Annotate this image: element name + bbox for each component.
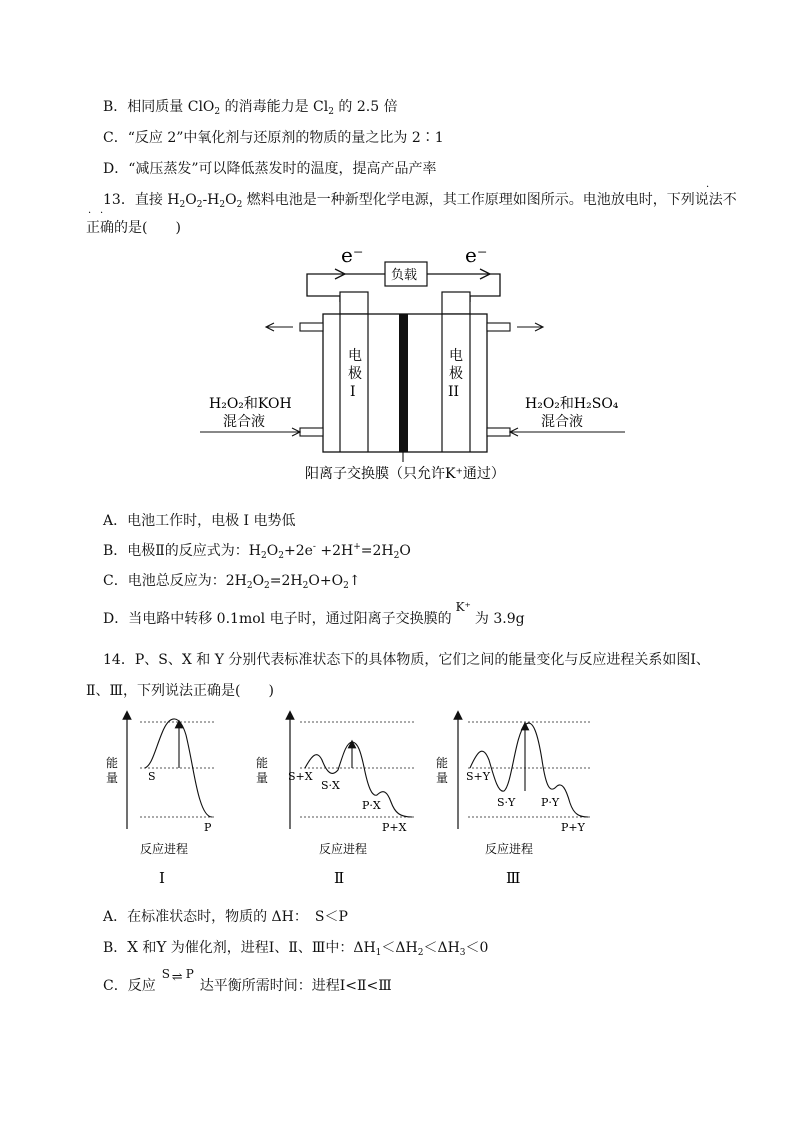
q14-option-b: B．X 和Y 为催化剂，进程Ⅰ、Ⅱ、Ⅲ中：$\Delta H_1<\Delta H_2<\Delta H_3<0$ — [103, 938, 489, 958]
q14-option-a: A．在标准状态时，物质的 ΔH： S＜P — [103, 909, 348, 925]
electrode1-label: 电 — [348, 348, 362, 364]
q12-option-d: D．“减压蒸发”可以降低蒸发时的温度，提高产品产率 — [103, 161, 437, 177]
svg-text:P+Y: P+Y — [561, 821, 585, 834]
svg-text:反应进程: 反应进程 — [319, 842, 368, 856]
membrane-caption: 阳离子交换膜（只允许K⁺通过） — [305, 466, 505, 482]
q13-option-b: B．电极Ⅱ的反应式为：$H_2O_2+2e^- +2H^+=2H_2O$ — [103, 542, 411, 561]
svg-text:量: 量 — [106, 771, 119, 785]
emphasis-dot: · — [100, 208, 104, 219]
svg-text:S+X: S+X — [288, 770, 313, 783]
right-feed-label: H₂O₂和H₂SO₄ — [525, 396, 619, 412]
inlet-left — [300, 428, 323, 436]
emphasis-dot: · — [706, 182, 710, 193]
svg-text:P·Y: P·Y — [541, 796, 560, 809]
energy-profile-diagrams — [100, 705, 620, 890]
q14-stem-line2: Ⅱ、Ⅲ，下列说法正确是( ) — [86, 683, 274, 699]
q13-option-c: C．电池总反应为：$2H_2O_2=2H_2O+O_2↑$ — [103, 573, 361, 591]
q14-option-c: C．反应 S ⇌ P 达平衡所需时间：进程Ⅰ<Ⅱ<Ⅲ — [103, 967, 392, 994]
svg-text:能: 能 — [436, 756, 449, 770]
emphasis-dot: · — [88, 208, 92, 219]
load-label: 负载 — [391, 268, 418, 283]
svg-text:P+X: P+X — [382, 821, 407, 834]
q13-option-d: D．当电路中转移 0.1mol 电子时，通过阳离子交换膜的K⁺为 3.9g — [103, 600, 525, 627]
svg-text:极: 极 — [348, 366, 362, 382]
svg-text:S·Y: S·Y — [497, 796, 516, 809]
electrode2-tab — [442, 292, 470, 314]
svg-text:S+Y: S+Y — [466, 770, 491, 783]
svg-text:极: 极 — [449, 366, 463, 382]
q12-option-c: C．“反应 2”中氧化剂与还原剂的物质的量之比为 2∶1 — [103, 130, 444, 146]
svg-text:能: 能 — [106, 756, 119, 770]
panel-3 — [436, 715, 590, 887]
q14-stem: 14．P、S、X 和 Y 分别代表标准状态下的具体物质，它们之间的能量变化与反应进程关系如图Ⅰ、 — [103, 652, 710, 668]
svg-text:混合液: 混合液 — [541, 414, 583, 430]
left-feed-label: H₂O₂和KOH — [209, 396, 292, 412]
outlet-right — [487, 323, 510, 331]
svg-text:量: 量 — [436, 771, 449, 785]
svg-text:II: II — [448, 384, 460, 400]
panel-numeral-2: Ⅱ — [334, 869, 345, 887]
electron-label-right: e⁻ — [465, 243, 488, 267]
label-P: P — [204, 821, 212, 834]
q12-option-b: B．相同质量 ClO$_2$ 的消毒能力是 $Cl_2$ 的 2.5 倍 — [103, 99, 398, 117]
panel-1 — [106, 715, 215, 887]
outlet-left — [300, 323, 323, 331]
electrode1-tab — [340, 292, 368, 314]
label-S: S — [148, 770, 156, 783]
svg-text:混合液: 混合液 — [223, 414, 265, 430]
q13-stem: 13．直接 $H_2O_2-H_2O_2$ 燃料电池是一种新型化学电源，其工作原理如图所示。电池放电时，下列说法不 — [103, 192, 737, 210]
svg-text:能: 能 — [256, 756, 269, 770]
svg-text:量: 量 — [256, 771, 269, 785]
svg-text:P·X: P·X — [362, 799, 381, 812]
panel-numeral-3: Ⅲ — [506, 869, 521, 887]
electrode2-label: 电 — [449, 348, 463, 364]
inlet-right — [487, 428, 510, 436]
q13-stem-line2: 正确的是( ) — [86, 220, 181, 236]
svg-text:S·X: S·X — [321, 779, 340, 792]
panel-2 — [256, 715, 414, 887]
potassium-ion: K⁺ — [455, 600, 471, 614]
panel-numeral-1: Ⅰ — [159, 869, 165, 887]
svg-text:反应进程: 反应进程 — [485, 842, 534, 856]
equilibrium-expression: S ⇌ P — [161, 967, 194, 985]
ion-exchange-membrane — [399, 314, 408, 452]
svg-text:I: I — [350, 384, 356, 400]
svg-text:反应进程: 反应进程 — [140, 842, 189, 856]
q13-option-a: A．电池工作时，电极 I 电势低 — [103, 513, 296, 529]
electron-label-left: e⁻ — [341, 243, 364, 267]
fuel-cell-diagram — [195, 240, 640, 485]
